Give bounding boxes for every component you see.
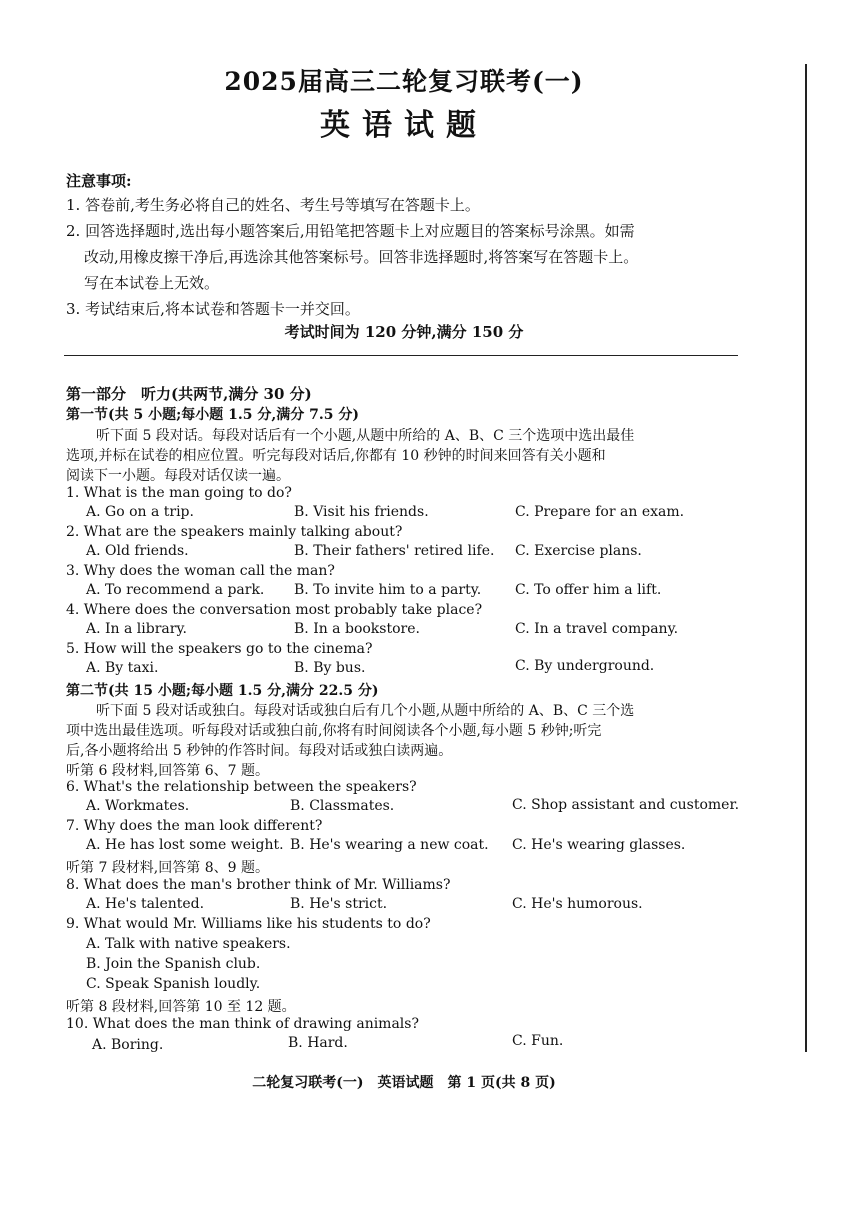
question-8-option-b: B. He's strict.: [290, 896, 388, 912]
section2-heading: 第二节(共 15 小题;每小题 1.5 分,满分 22.5 分): [66, 683, 379, 699]
question-9-option-c: C. Speak Spanish loudly.: [86, 976, 261, 992]
question-3-option-c: C. To offer him a lift.: [515, 582, 662, 598]
section1-instruction-1: 听下面 5 段对话。每段对话后有一个小题,从题中所给的 A、B、C 三个选项中选出最佳: [96, 428, 635, 444]
question-8-option-c: C. He's humorous.: [512, 896, 643, 912]
margin-line: [805, 64, 807, 1052]
page-footer: 二轮复习联考(一) 英语试题 第 1 页(共 8 页): [252, 1075, 556, 1091]
question-7-stem: 7. Why does the man look different?: [66, 818, 323, 834]
question-2-option-c: C. Exercise plans.: [515, 543, 642, 559]
notice-item-3: 3. 考试结束后,将本试卷和答题卡一并交回。: [66, 300, 360, 318]
exam-subject-title: 英语试题: [320, 108, 488, 143]
question-9-stem: 9. What would Mr. Williams like his students to do?: [66, 916, 431, 932]
notice-item-2-line-2: 改动,用橡皮擦干净后,再选涂其他答案标号。回答非选择题时,将答案写在答题卡上。: [84, 248, 639, 266]
question-7-option-a: A. He has lost some weight.: [86, 837, 284, 853]
question-1-option-b: B. Visit his friends.: [294, 504, 429, 520]
question-10-option-b: B. Hard.: [288, 1035, 348, 1051]
question-5-option-c: C. By underground.: [515, 658, 655, 674]
section2-instruction-2: 项中选出最佳选项。听每段对话或独白前,你将有时间阅读各个小题,每小题 5 秒钟;听完: [66, 723, 602, 739]
question-10-stem: 10. What does the man think of drawing animals?: [66, 1016, 419, 1032]
question-3-option-b: B. To invite him to a party.: [294, 582, 482, 598]
section2-instruction-1: 听下面 5 段对话或独白。每段对话或独白后有几个小题,从题中所给的 A、B、C 三个选: [96, 703, 635, 719]
section2-instruction-3: 后,各小题将给出 5 秒钟的作答时间。每段对话或独白读两遍。: [66, 743, 453, 759]
question-5-option-a: A. By taxi.: [86, 660, 159, 676]
question-2-stem: 2. What are the speakers mainly talking about?: [66, 524, 403, 540]
question-6-option-b: B. Classmates.: [290, 798, 395, 814]
question-7-option-b: B. He's wearing a new coat.: [290, 837, 489, 853]
question-6-option-c: C. Shop assistant and customer.: [512, 797, 740, 813]
question-4-option-b: B. In a bookstore.: [294, 621, 420, 637]
question-7-option-c: C. He's wearing glasses.: [512, 837, 686, 853]
question-2-option-b: B. Their fathers' retired life.: [294, 543, 495, 559]
question-1-option-a: A. Go on a trip.: [86, 504, 194, 520]
question-1-stem: 1. What is the man going to do?: [66, 485, 292, 501]
question-5-option-b: B. By bus.: [294, 660, 366, 676]
question-10-option-a: A. Boring.: [92, 1037, 164, 1053]
notice-item-1: 1. 答卷前,考生务必将自己的姓名、考生号等填写在答题卡上。: [66, 196, 480, 214]
question-3-stem: 3. Why does the woman call the man?: [66, 563, 335, 579]
notice-item-2-line-1: 2. 回答选择题时,选出每小题答案后,用铅笔把答题卡上对应题目的答案标号涂黑。如需: [66, 222, 635, 240]
material-6-label: 听第 6 段材料,回答第 6、7 题。: [66, 763, 269, 779]
question-6-option-a: A. Workmates.: [86, 798, 190, 814]
question-10-option-c: C. Fun.: [512, 1033, 564, 1049]
question-5-stem: 5. How will the speakers go to the cinema?: [66, 641, 373, 657]
question-8-stem: 8. What does the man's brother think of Mr. Williams?: [66, 877, 451, 893]
question-9-option-b: B. Join the Spanish club.: [86, 956, 261, 972]
notice-heading: 注意事项:: [66, 172, 132, 190]
notice-item-2-line-3: 写在本试卷上无效。: [84, 274, 220, 292]
question-8-option-a: A. He's talented.: [86, 896, 205, 912]
question-3-option-a: A. To recommend a park.: [86, 582, 265, 598]
material-7-label: 听第 7 段材料,回答第 8、9 题。: [66, 860, 269, 876]
section1-instruction-2: 选项,并标在试卷的相应位置。听完每段对话后,你都有 10 秒钟的时间来回答有关小题和: [66, 448, 606, 464]
section1-instruction-3: 阅读下一小题。每段对话仅读一遍。: [66, 468, 290, 484]
material-8-label: 听第 8 段材料,回答第 10 至 12 题。: [66, 999, 296, 1015]
exam-title: 2025届高三二轮复习联考(一): [224, 67, 584, 96]
part1-heading: 第一部分 听力(共两节,满分 30 分): [66, 385, 312, 403]
section1-heading: 第一节(共 5 小题;每小题 1.5 分,满分 7.5 分): [66, 407, 359, 423]
question-6-stem: 6. What's the relationship between the speakers?: [66, 779, 417, 795]
question-4-option-c: C. In a travel company.: [515, 621, 679, 637]
question-9-option-a: A. Talk with native speakers.: [86, 936, 291, 952]
exam-time-info: 考试时间为 120 分钟,满分 150 分: [284, 323, 524, 341]
question-1-option-c: C. Prepare for an exam.: [515, 504, 685, 520]
divider: [64, 355, 738, 356]
question-2-option-a: A. Old friends.: [86, 543, 189, 559]
question-4-stem: 4. Where does the conversation most probably take place?: [66, 602, 483, 618]
question-4-option-a: A. In a library.: [86, 621, 187, 637]
